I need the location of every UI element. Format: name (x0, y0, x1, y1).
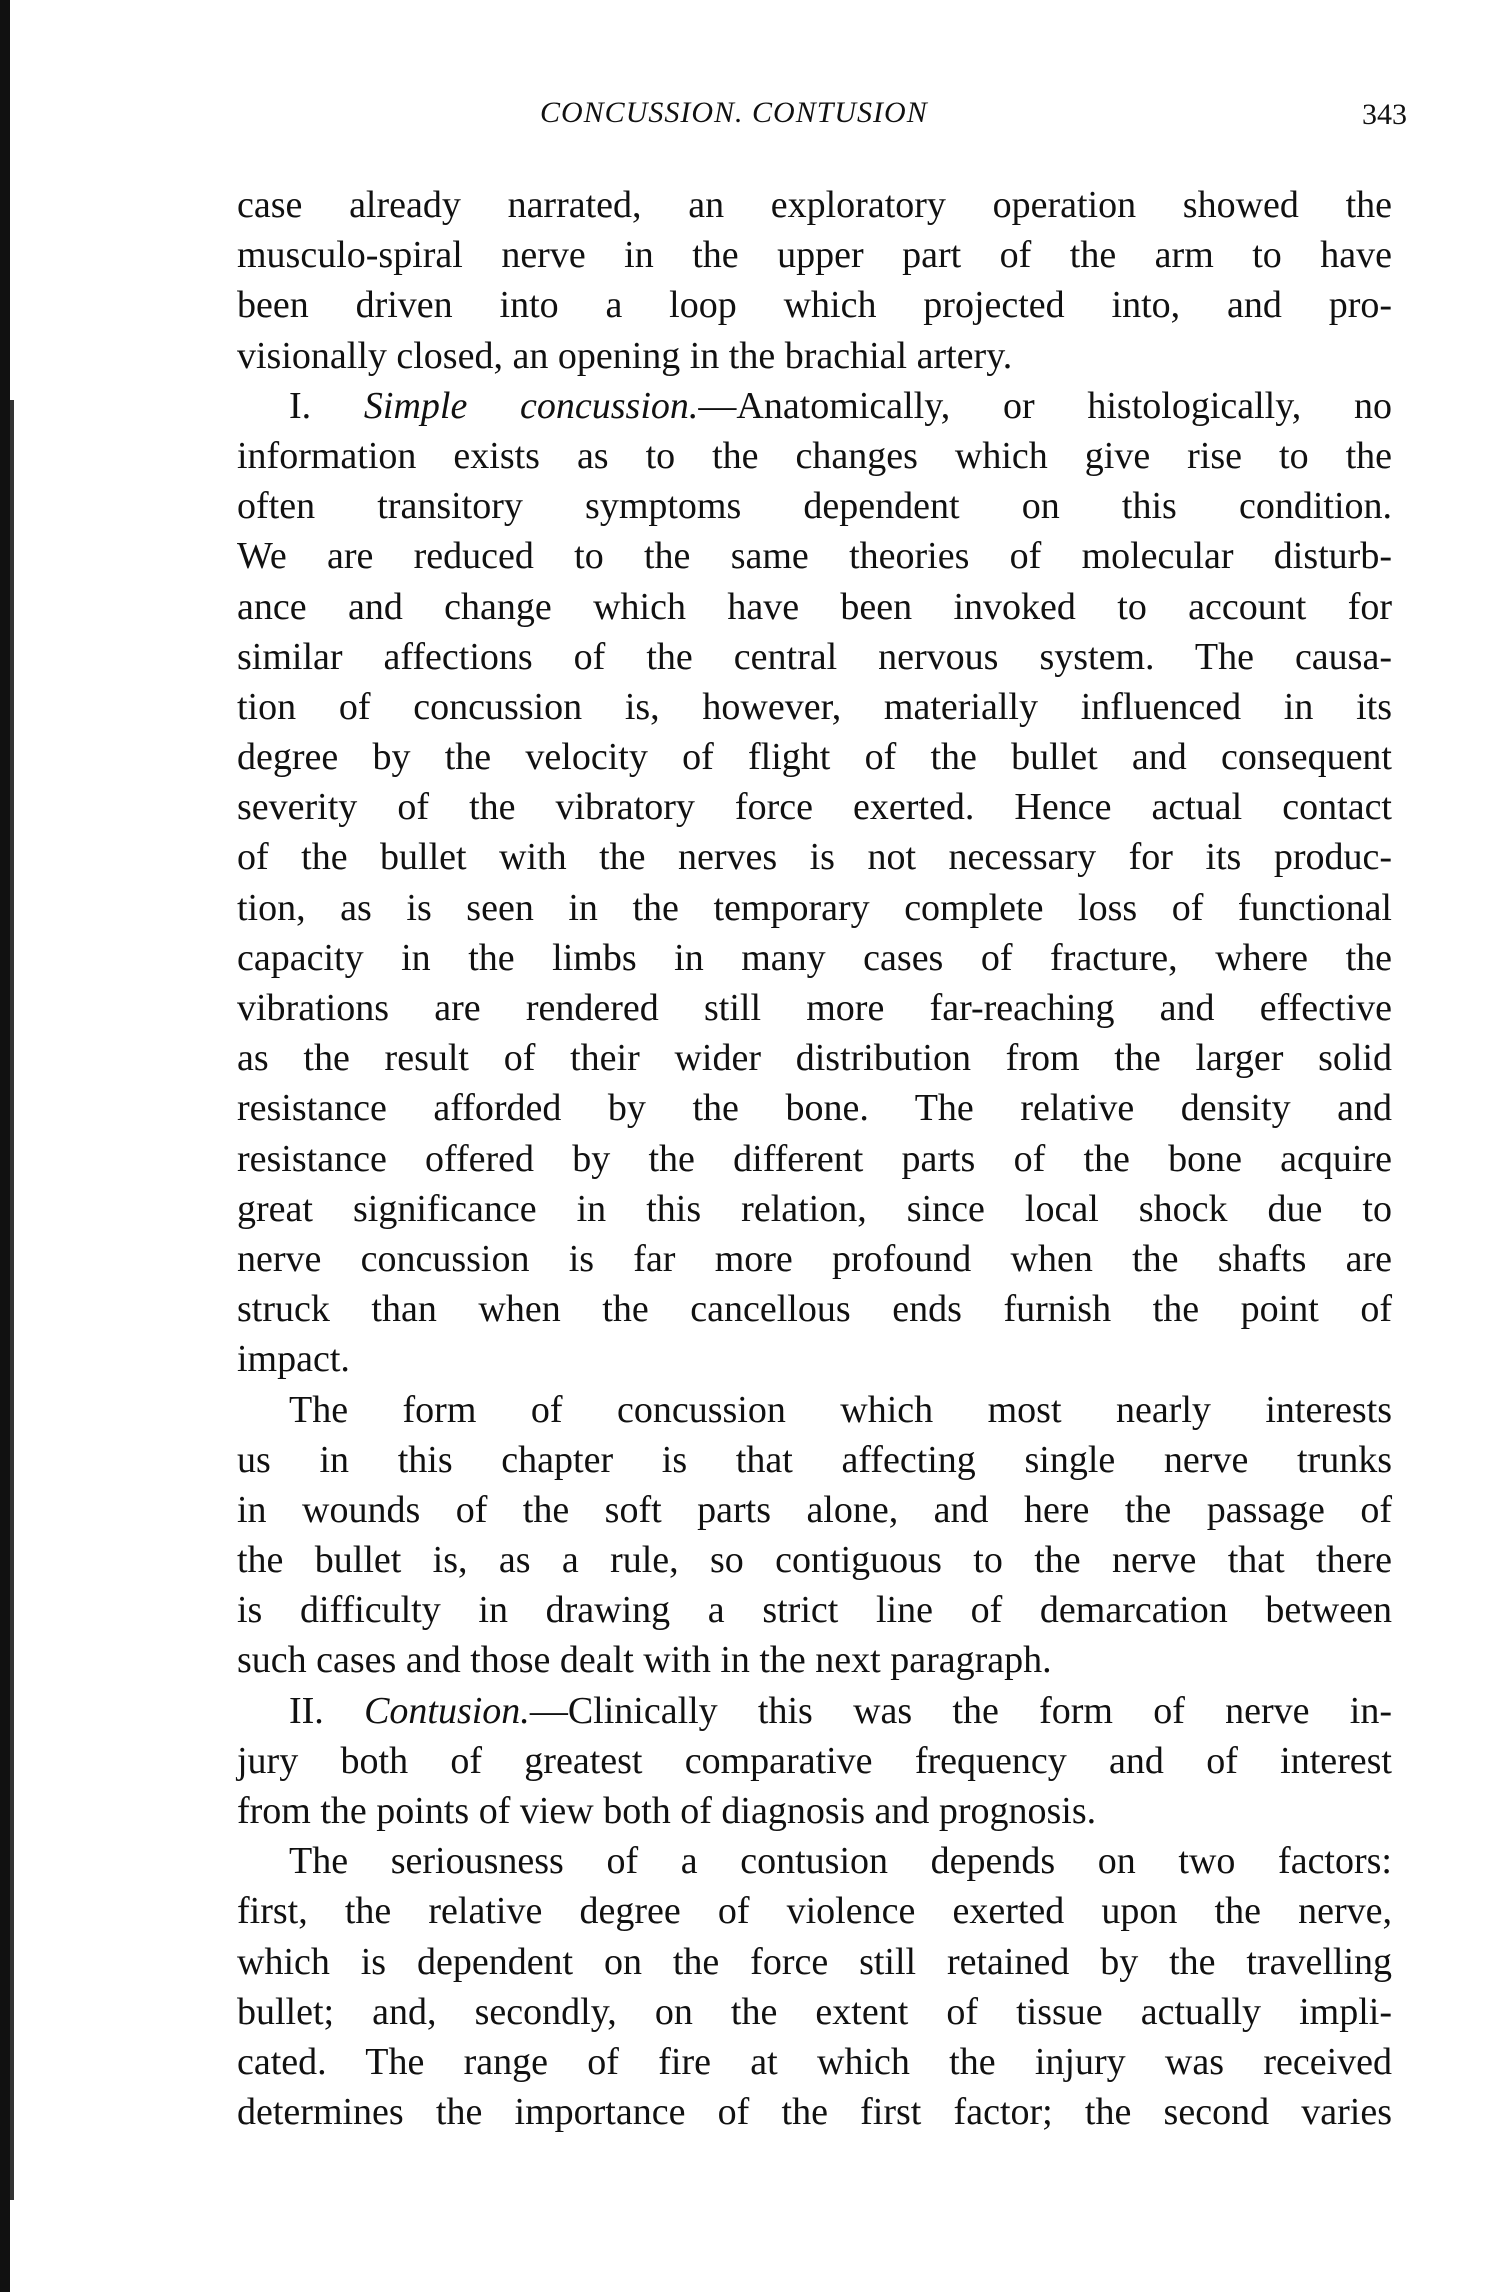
text-line (237, 431, 1392, 481)
page-number: 343 (1362, 98, 1407, 131)
text-line (237, 2037, 1392, 2087)
text-run: impact. (237, 1338, 350, 1381)
text-line (237, 1334, 1392, 1384)
text-line (237, 1083, 1392, 1133)
text-line (237, 481, 1392, 531)
text-run: in wounds of the soft parts alone, and here the passage of (237, 1488, 1392, 1531)
text-run: —Clinically this was the form of nerve in- (529, 1689, 1392, 1732)
text-run: —Anatomically, or histologically, no (698, 384, 1392, 427)
text-line (237, 582, 1392, 632)
text-run: II. (289, 1689, 365, 1732)
text-run: as the result of their wider distribution from the larger solid (237, 1037, 1392, 1080)
text-line (237, 230, 1392, 280)
text-line (237, 1836, 1392, 1886)
text-run: bullet; and, secondly, on the extent of tissue actually impli- (237, 1990, 1392, 2033)
text-line (237, 1485, 1392, 1535)
text-line (237, 1635, 1392, 1685)
text-line (237, 1736, 1392, 1786)
scan-edge-shadow (0, 0, 10, 2292)
text-line (237, 1435, 1392, 1485)
italic-heading: Simple concussion. (363, 384, 699, 427)
text-run: The form of concussion which most nearly interests (289, 1388, 1392, 1431)
text-line (237, 381, 1392, 431)
text-run: I. (289, 384, 364, 427)
text-run: great significance in this relation, since local shock due to (237, 1187, 1392, 1230)
text-line (237, 1786, 1392, 1836)
text-run: visionally closed, an opening in the brachial artery. (237, 334, 1013, 377)
text-line (237, 280, 1392, 330)
text-line (237, 1987, 1392, 2037)
text-run: We are reduced to the same theories of molecular disturb- (237, 535, 1392, 578)
text-line (237, 732, 1392, 782)
text-run: severity of the vibratory force exerted. Hence actual contact (237, 786, 1392, 829)
text-run: been driven into a loop which projected into, and pro- (237, 284, 1392, 327)
text-line (237, 1535, 1392, 1585)
text-line (237, 1134, 1392, 1184)
text-line (237, 632, 1392, 682)
text-run: capacity in the limbs in many cases of fracture, where the (237, 936, 1392, 979)
text-run: information exists as to the changes which give rise to the (237, 434, 1392, 477)
text-run: determines the importance of the first factor; the second varies (237, 2091, 1392, 2134)
text-run: resistance afforded by the bone. The relative density and (237, 1087, 1392, 1130)
text-run: first, the relative degree of violence exerted upon the nerve, (237, 1890, 1392, 1933)
text-line (237, 1385, 1392, 1435)
text-run: struck than when the cancellous ends furnish the point of (237, 1288, 1392, 1331)
text-line (237, 1937, 1392, 1987)
text-line (237, 1886, 1392, 1936)
text-line (237, 933, 1392, 983)
text-run: The seriousness of a contusion depends on two factors: (289, 1840, 1392, 1883)
text-run: jury both of greatest comparative frequency and of interest (237, 1739, 1392, 1782)
text-line (237, 1033, 1392, 1083)
text-line (237, 2087, 1392, 2137)
text-line (237, 782, 1392, 832)
text-line (237, 331, 1392, 381)
text-line (237, 883, 1392, 933)
text-run: is difficulty in drawing a strict line of demarcation between (237, 1589, 1392, 1632)
text-line (237, 832, 1392, 882)
scan-edge-shadow-inner (10, 400, 14, 2200)
text-run: of the bullet with the nerves is not necessary for its produc- (237, 836, 1392, 879)
text-run: ance and change which have been invoked to account for (237, 585, 1392, 628)
text-line (237, 983, 1392, 1033)
text-run: resistance offered by the different parts of the bone acquire (237, 1137, 1392, 1180)
italic-heading: Contusion. (364, 1689, 530, 1732)
text-run: nerve concussion is far more profound when the shafts are (237, 1237, 1392, 1280)
text-line (237, 1184, 1392, 1234)
text-line (237, 682, 1392, 732)
text-run: musculo-spiral nerve in the upper part of the arm to have (237, 234, 1392, 277)
text-line (237, 180, 1392, 230)
text-run: cated. The range of fire at which the injury was received (237, 2040, 1392, 2083)
text-run: tion of concussion is, however, materially influenced in its (237, 685, 1392, 728)
text-run: us in this chapter is that affecting single nerve trunks (237, 1438, 1392, 1481)
text-line (237, 531, 1392, 581)
text-run: degree by the velocity of flight of the bullet and consequent (237, 736, 1392, 779)
text-line (237, 1585, 1392, 1635)
text-run: tion, as is seen in the temporary complete loss of functional (237, 886, 1392, 929)
text-line (237, 1686, 1392, 1736)
text-run: case already narrated, an exploratory operation showed the (237, 184, 1392, 226)
text-line (237, 1234, 1392, 1284)
body-text (237, 180, 1392, 2137)
text-run: often transitory symptoms dependent on this condition. (237, 485, 1392, 528)
text-run: vibrations are rendered still more far-reaching and effective (237, 987, 1392, 1029)
text-line (237, 1284, 1392, 1334)
text-run: such cases and those dealt with in the next paragraph. (237, 1639, 1052, 1682)
text-run: which is dependent on the force still retained by the travelling (237, 1940, 1392, 1983)
running-head: CONCUSSION. CONTUSION (540, 96, 928, 129)
text-run: the bullet is, as a rule, so contiguous to the nerve that there (237, 1539, 1392, 1582)
text-run: from the points of view both of diagnosis and prognosis. (237, 1790, 1097, 1832)
text-run: similar affections of the central nervous system. The causa- (237, 635, 1392, 678)
